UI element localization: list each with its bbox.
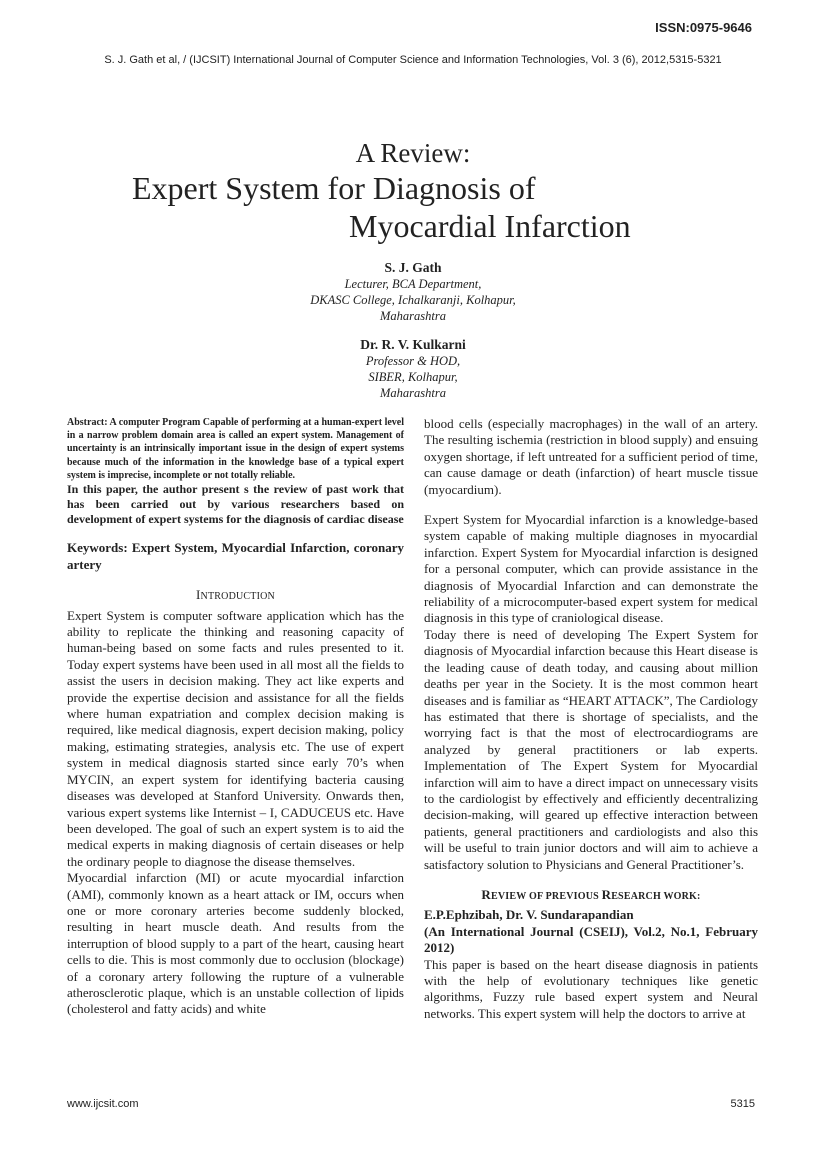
author-block-1 bbox=[0, 260, 826, 324]
section-heading-introduction: INTRODUCTION bbox=[196, 587, 275, 603]
right-column bbox=[424, 416, 758, 1022]
paragraph: Expert System for Myocardial infarction is a knowledge-based system capable of making multiple diagnoses in myocardial infarction. Expert System for Myocardial infarction is designed for a personal computer, which can provide assistance in the diagnosis of Myocardial Infarction and can demonstrate the reliability of a microcomputer-based expert system for medical diagnosis in this type of craniological disease. bbox=[424, 512, 758, 626]
abstract-text: Abstract: A computer Program Capable of performing at a human-expert level in a narrow problem domain area is called an expert system. Management of uncertainty is an intrinsically important issue in the design of expert systems because much of the information in the knowledge base of a typical expert system is imprecise, incomplete or not totally reliable. bbox=[67, 417, 404, 481]
reference-source: (An International Journal (CSEIJ), Vol.2, No.1, February 2012) bbox=[424, 923, 758, 956]
author-block-2 bbox=[0, 337, 826, 401]
title-line-1: A Review: bbox=[355, 138, 471, 168]
issn: ISSN:0975-9646 bbox=[655, 20, 752, 35]
running-head: S. J. Gath et al, / (IJCSIT) International Journal of Computer Science and Information Technologies, Vol. 3 (6), 2012,5315-5321 bbox=[104, 54, 722, 66]
abstract-summary: In this paper, the author present s the review of past work that has been carried out by various researchers based on development of expert systems for the diagnosis of cardiac disease bbox=[67, 482, 404, 526]
author-affiliation: Maharashtra bbox=[380, 309, 446, 323]
title-line-2: Expert System for Diagnosis of bbox=[132, 170, 536, 206]
author-affiliation: Professor & HOD, bbox=[365, 354, 461, 368]
title-line-3: Myocardial Infarction bbox=[349, 208, 631, 244]
paragraph: Myocardial infarction (MI) or acute myocardial infarction (AMI), commonly known as a heart attack or IM, occurs when one or more coronary arteries become suddenly blocked, resulting in heart muscle death. And results from the interruption of blood supply to a part of the heart, causing heart cells to die. This is most commonly due to occlusion (blockage) of a coronary artery following the rupture of a vulnerable atherosclerotic plaque, which is an unstable collection of lipids (cholesterol and fatty acids) and white bbox=[67, 870, 404, 1017]
left-column bbox=[67, 416, 404, 1018]
author-affiliation: Lecturer, BCA Department, bbox=[344, 277, 482, 291]
author-name: Dr. R. V. Kulkarni bbox=[360, 337, 466, 352]
author-affiliation: Maharashtra bbox=[380, 386, 446, 400]
paragraph: Today there is need of developing The Expert System for diagnosis of Myocardial infarction because this Heart disease is the leading cause of death today, and causing about million deaths per year in the Society. It is the most common heart diseases and is familiar as “HEART ATTACK”, The Cardiology has estimated that there is shortage of specialists, and the worrying fact is that the most of electrocardiograms are analyzed by general practitioners or lab experts. Implementation of The Expert System for Myocardial infarction will aim to have a direct impact on unnecessary visits to the cardiologist by effectively and efficiently decentralizing decision-making, will geared up effective interaction between patients, general practitioners and cardiologists and also this will be useful to train junior doctors and will aim to achieve a satisfactory solution to Physicians and General Practitioner’s. bbox=[424, 626, 758, 872]
section-heading-review: REVIEW OF PREVIOUS RESEARCH WORK: bbox=[481, 886, 701, 902]
author-affiliation: DKASC College, Ichalkaranji, Kolhapur, bbox=[310, 293, 516, 307]
author-affiliation: SIBER, Kolhapur, bbox=[368, 370, 458, 384]
paragraph: This paper is based on the heart disease diagnosis in patients with the help of evolutionary techniques like genetic algorithms, Fuzzy rule based expert system and Neural networks. This expert system will help the doctors to arrive at bbox=[424, 956, 758, 1021]
page-number: 5315 bbox=[730, 1098, 755, 1110]
keywords: Keywords: Expert System, Myocardial Infarction, coronary artery bbox=[67, 540, 404, 572]
paragraph: Expert System is computer software application which has the ability to replicate the thinking and reasoning capacity of human-being based on some facts and rules presented to it. Today expert systems have been used in all most all the fields to assist the users in decision making. They act like experts and provide the expertise decision and assistance for all the fields where human expatriation and complex decision making is required, like medical diagnosis, expert decision making, policy making, estimating strategies, analysis etc. The use of expert system in medical diagnosis started since early 70’s when MYCIN, an expert system for identifying bacteria causing diseases was developed at Stanford University. Onwards then, various expert systems like Internist – I, CADUCEUS etc. Have been developed. The goal of such an expert system is to aid the medical experts in making diagnosis of certain diseases or help the ordinary people to diagnose the disease themselves. bbox=[67, 607, 404, 869]
author-name: S. J. Gath bbox=[384, 260, 442, 275]
reference-authors: E.P.Ephzibah, Dr. V. Sundarapandian bbox=[424, 907, 634, 923]
paragraph: blood cells (especially macrophages) in the wall of an artery. The resulting ischemia (restriction in blood supply) and ensuing oxygen shortage, if left untreated for a sufficient period of time, can cause damage or death (infarction) of heart muscle tissue (myocardium). bbox=[424, 416, 758, 497]
footer-website: www.ijcsit.com bbox=[67, 1098, 139, 1110]
